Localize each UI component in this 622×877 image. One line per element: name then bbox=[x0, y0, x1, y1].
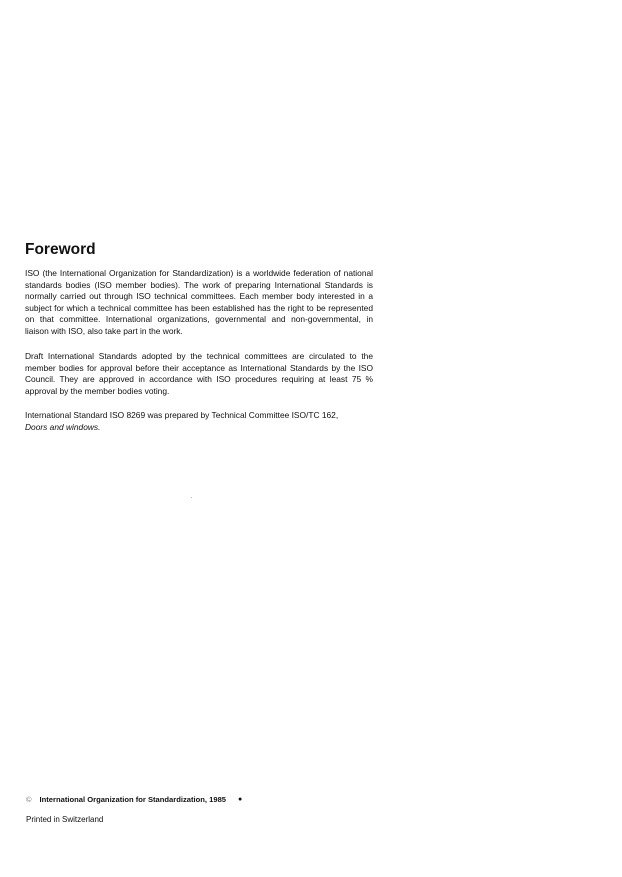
prepared-by-text: International Standard ISO 8269 was prepared by Technical Committee ISO/TC 162, bbox=[25, 410, 339, 420]
copyright-text: International Organization for Standardization, 1985 bbox=[39, 795, 227, 804]
scan-speck bbox=[191, 497, 192, 498]
paragraph-draft-standards: Draft International Standards adopted by the technical committees are circulated to the member bodies for approval before their acceptance as International Standards by the ISO Council. They are approved in accordance with ISO procedures requiring at least 75 % approval by the member bodies voting. bbox=[25, 351, 373, 396]
bullet-icon: ● bbox=[238, 796, 243, 803]
page-title: Foreword bbox=[25, 241, 96, 258]
paragraph-prepared-by bbox=[25, 410, 373, 433]
committee-title: Doors and windows. bbox=[25, 421, 101, 432]
paragraph-iso-intro: ISO (the International Organization for Standardization) is a worldwide federation of national standards bodies (ISO member bodies). The work of preparing International Standards is normally carried out through ISO technical committees. Each member body interested in a subject for which a technical committee has been established has the right to be represented on that committee. International organizations, governmental and non-governmental, in liaison with ISO, also take part in the work. bbox=[25, 268, 373, 336]
copyright-icon: © bbox=[26, 795, 32, 804]
copyright-line bbox=[26, 795, 242, 804]
printed-in-note: Printed in Switzerland bbox=[26, 815, 104, 824]
